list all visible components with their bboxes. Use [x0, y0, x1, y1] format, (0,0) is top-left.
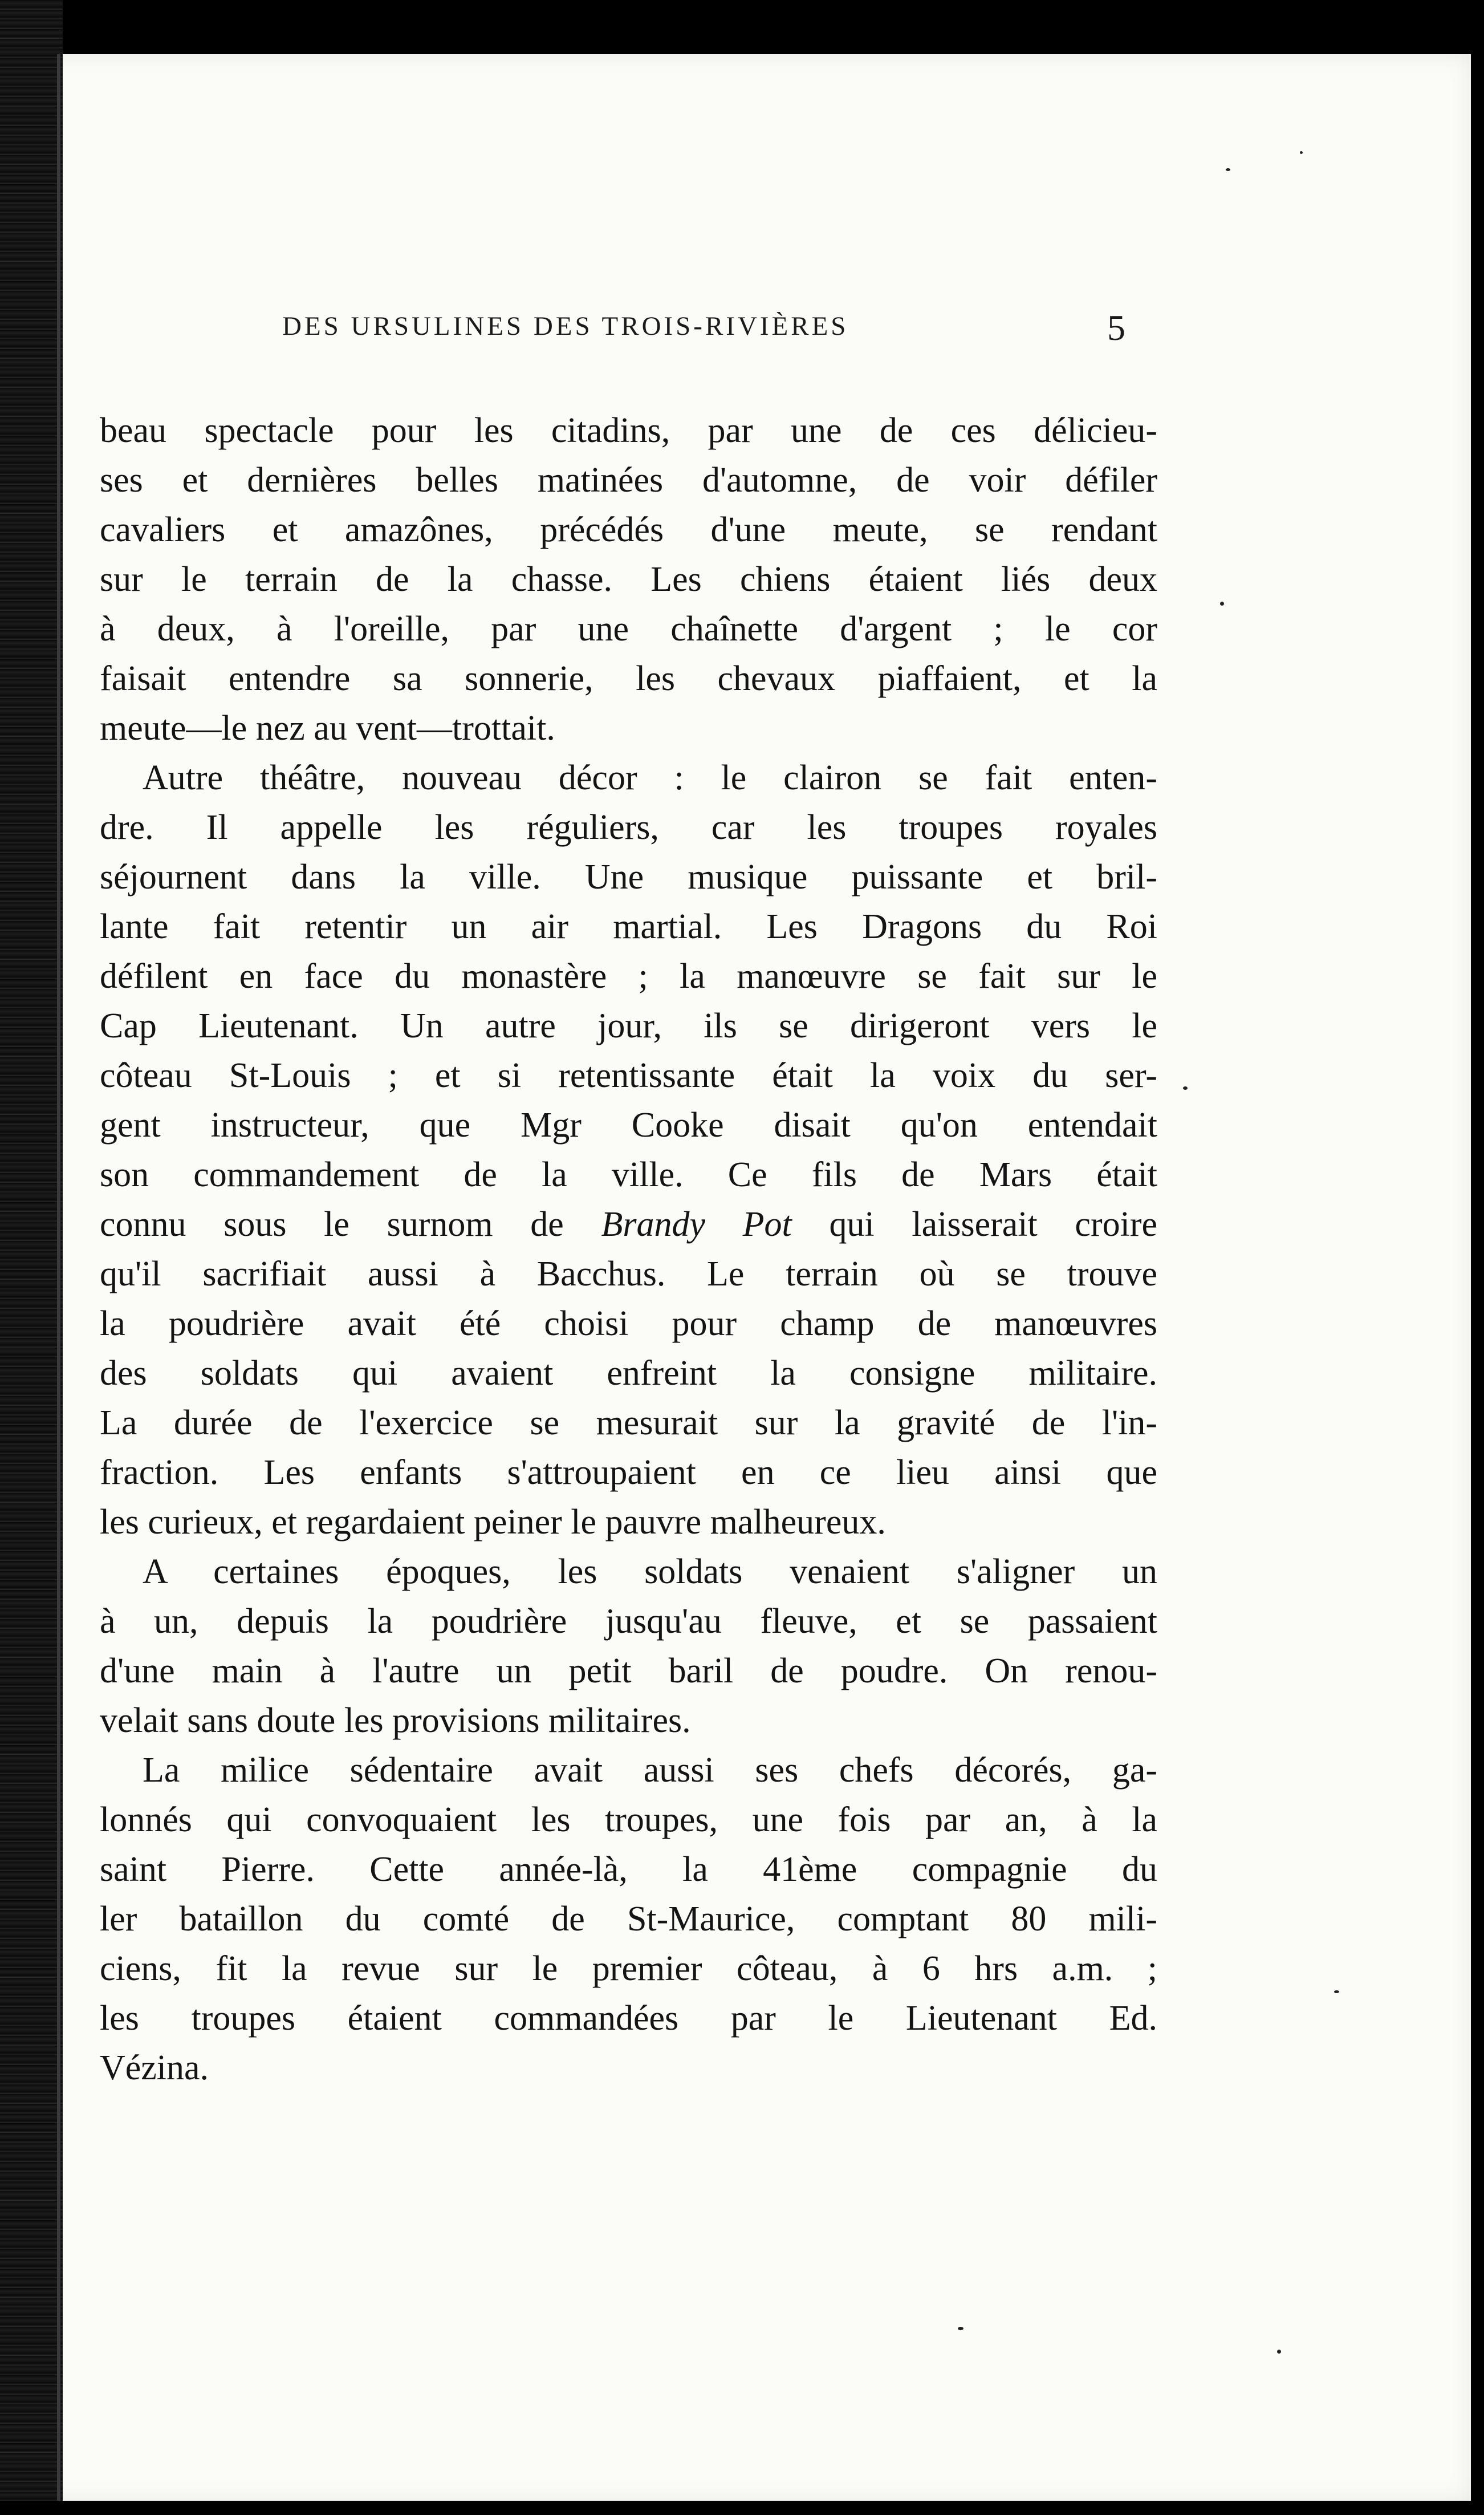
- text-line: sur le terrain de la chasse. Les chiens étaient liés deux: [100, 560, 1157, 599]
- text-line: La milice sédentaire avait aussi ses chefs décorés, ga-: [143, 1751, 1157, 1790]
- scan-speck: [1277, 2350, 1281, 2354]
- text-line: les curieux, et regardaient peiner le pauvre malheureux.: [100, 1503, 886, 1542]
- text-line: séjournent dans la ville. Une musique puissante et bril-: [100, 858, 1157, 897]
- italic-nickname: Brandy Pot: [601, 1205, 792, 1244]
- text-line: côteau St-Louis ; et si retentissante était la voix du ser-: [100, 1056, 1157, 1095]
- text-line: Vézina.: [100, 2048, 209, 2087]
- scan-speck: [1300, 151, 1303, 154]
- body-text: [100, 406, 1157, 2093]
- text-line: qu'il sacrifiait aussi à Bacchus. Le terrain où se trouve: [100, 1255, 1157, 1293]
- text-line: des soldats qui avaient enfreint la consigne militaire.: [100, 1354, 1157, 1393]
- running-head-title: DES URSULINES DES TROIS-RIVIÈRES: [282, 311, 849, 341]
- page-number: 5: [1107, 307, 1125, 348]
- scan-bottom-border: [0, 2501, 1484, 2515]
- text-line: d'une main à l'autre un petit baril de poudre. On renou-: [100, 1652, 1157, 1690]
- text-line: lante fait retentir un air martial. Les Dragons du Roi: [100, 907, 1157, 946]
- scan-speck: [1334, 1990, 1339, 1993]
- text-line: son commandement de la ville. Ce fils de Mars était: [100, 1155, 1157, 1194]
- page-gutter-shadow: [57, 54, 60, 2501]
- scan-speck: [1220, 602, 1224, 606]
- text-line: velait sans doute les provisions militaires.: [100, 1701, 691, 1740]
- text-line: à deux, à l'oreille, par une chaînette d'argent ; le cor: [100, 610, 1157, 648]
- text-line: dre. Il appelle les réguliers, car les troupes royales: [100, 808, 1157, 847]
- text-line: ler bataillon du comté de St-Maurice, comptant 80 mili-: [100, 1900, 1157, 1938]
- text-line: défilent en face du monastère ; la manœuvre se fait sur le: [100, 957, 1157, 996]
- text-line: La durée de l'exercice se mesurait sur la gravité de l'in-: [100, 1403, 1157, 1442]
- text-line: fraction. Les enfants s'attroupaient en ce lieu ainsi que: [100, 1453, 1157, 1492]
- text-span: connu sous le surnom de: [100, 1205, 601, 1244]
- text-line: beau spectacle pour les citadins, par une de ces délicieu-: [100, 411, 1157, 450]
- text-line: à un, depuis la poudrière jusqu'au fleuve, et se passaient: [100, 1602, 1157, 1641]
- text-line: A certaines époques, les soldats venaient s'aligner un: [143, 1552, 1157, 1591]
- text-line: Autre théâtre, nouveau décor : le clairon se fait enten-: [143, 758, 1157, 797]
- text-line: saint Pierre. Cette année-là, la 41ème compagnie du: [100, 1850, 1157, 1889]
- scan-top-border: [0, 0, 1484, 54]
- text-line: ses et dernières belles matinées d'automne, de voir défiler: [100, 461, 1157, 500]
- text-line: la poudrière avait été choisi pour champ de manœuvres: [100, 1304, 1157, 1343]
- text-line: faisait entendre sa sonnerie, les chevaux piaffaient, et la: [100, 659, 1157, 698]
- text-line: cavaliers et amazônes, précédés d'une meute, se rendant: [100, 510, 1157, 549]
- text-line: meute—le nez au vent—trottait.: [100, 709, 555, 748]
- text-line: ciens, fit la revue sur le premier côteau, à 6 hrs a.m. ;: [100, 1949, 1157, 1988]
- text-line: gent instructeur, que Mgr Cooke disait qu'on entendait: [100, 1106, 1157, 1145]
- text-line: Cap Lieutenant. Un autre jour, ils se dirigeront vers le: [100, 1007, 1157, 1045]
- text-line: les troupes étaient commandées par le Lieutenant Ed.: [100, 1999, 1157, 2038]
- scan-binding-edge: [0, 0, 63, 2515]
- scan-speck: [958, 2327, 963, 2330]
- text-line-italic: [100, 1200, 1157, 1250]
- scan-speck: [1183, 1086, 1188, 1090]
- text-span: qui laisserait croire: [791, 1205, 1157, 1244]
- text-line: lonnés qui convoquaient les troupes, une fois par an, à la: [100, 1800, 1157, 1839]
- scan-speck: [1226, 168, 1230, 171]
